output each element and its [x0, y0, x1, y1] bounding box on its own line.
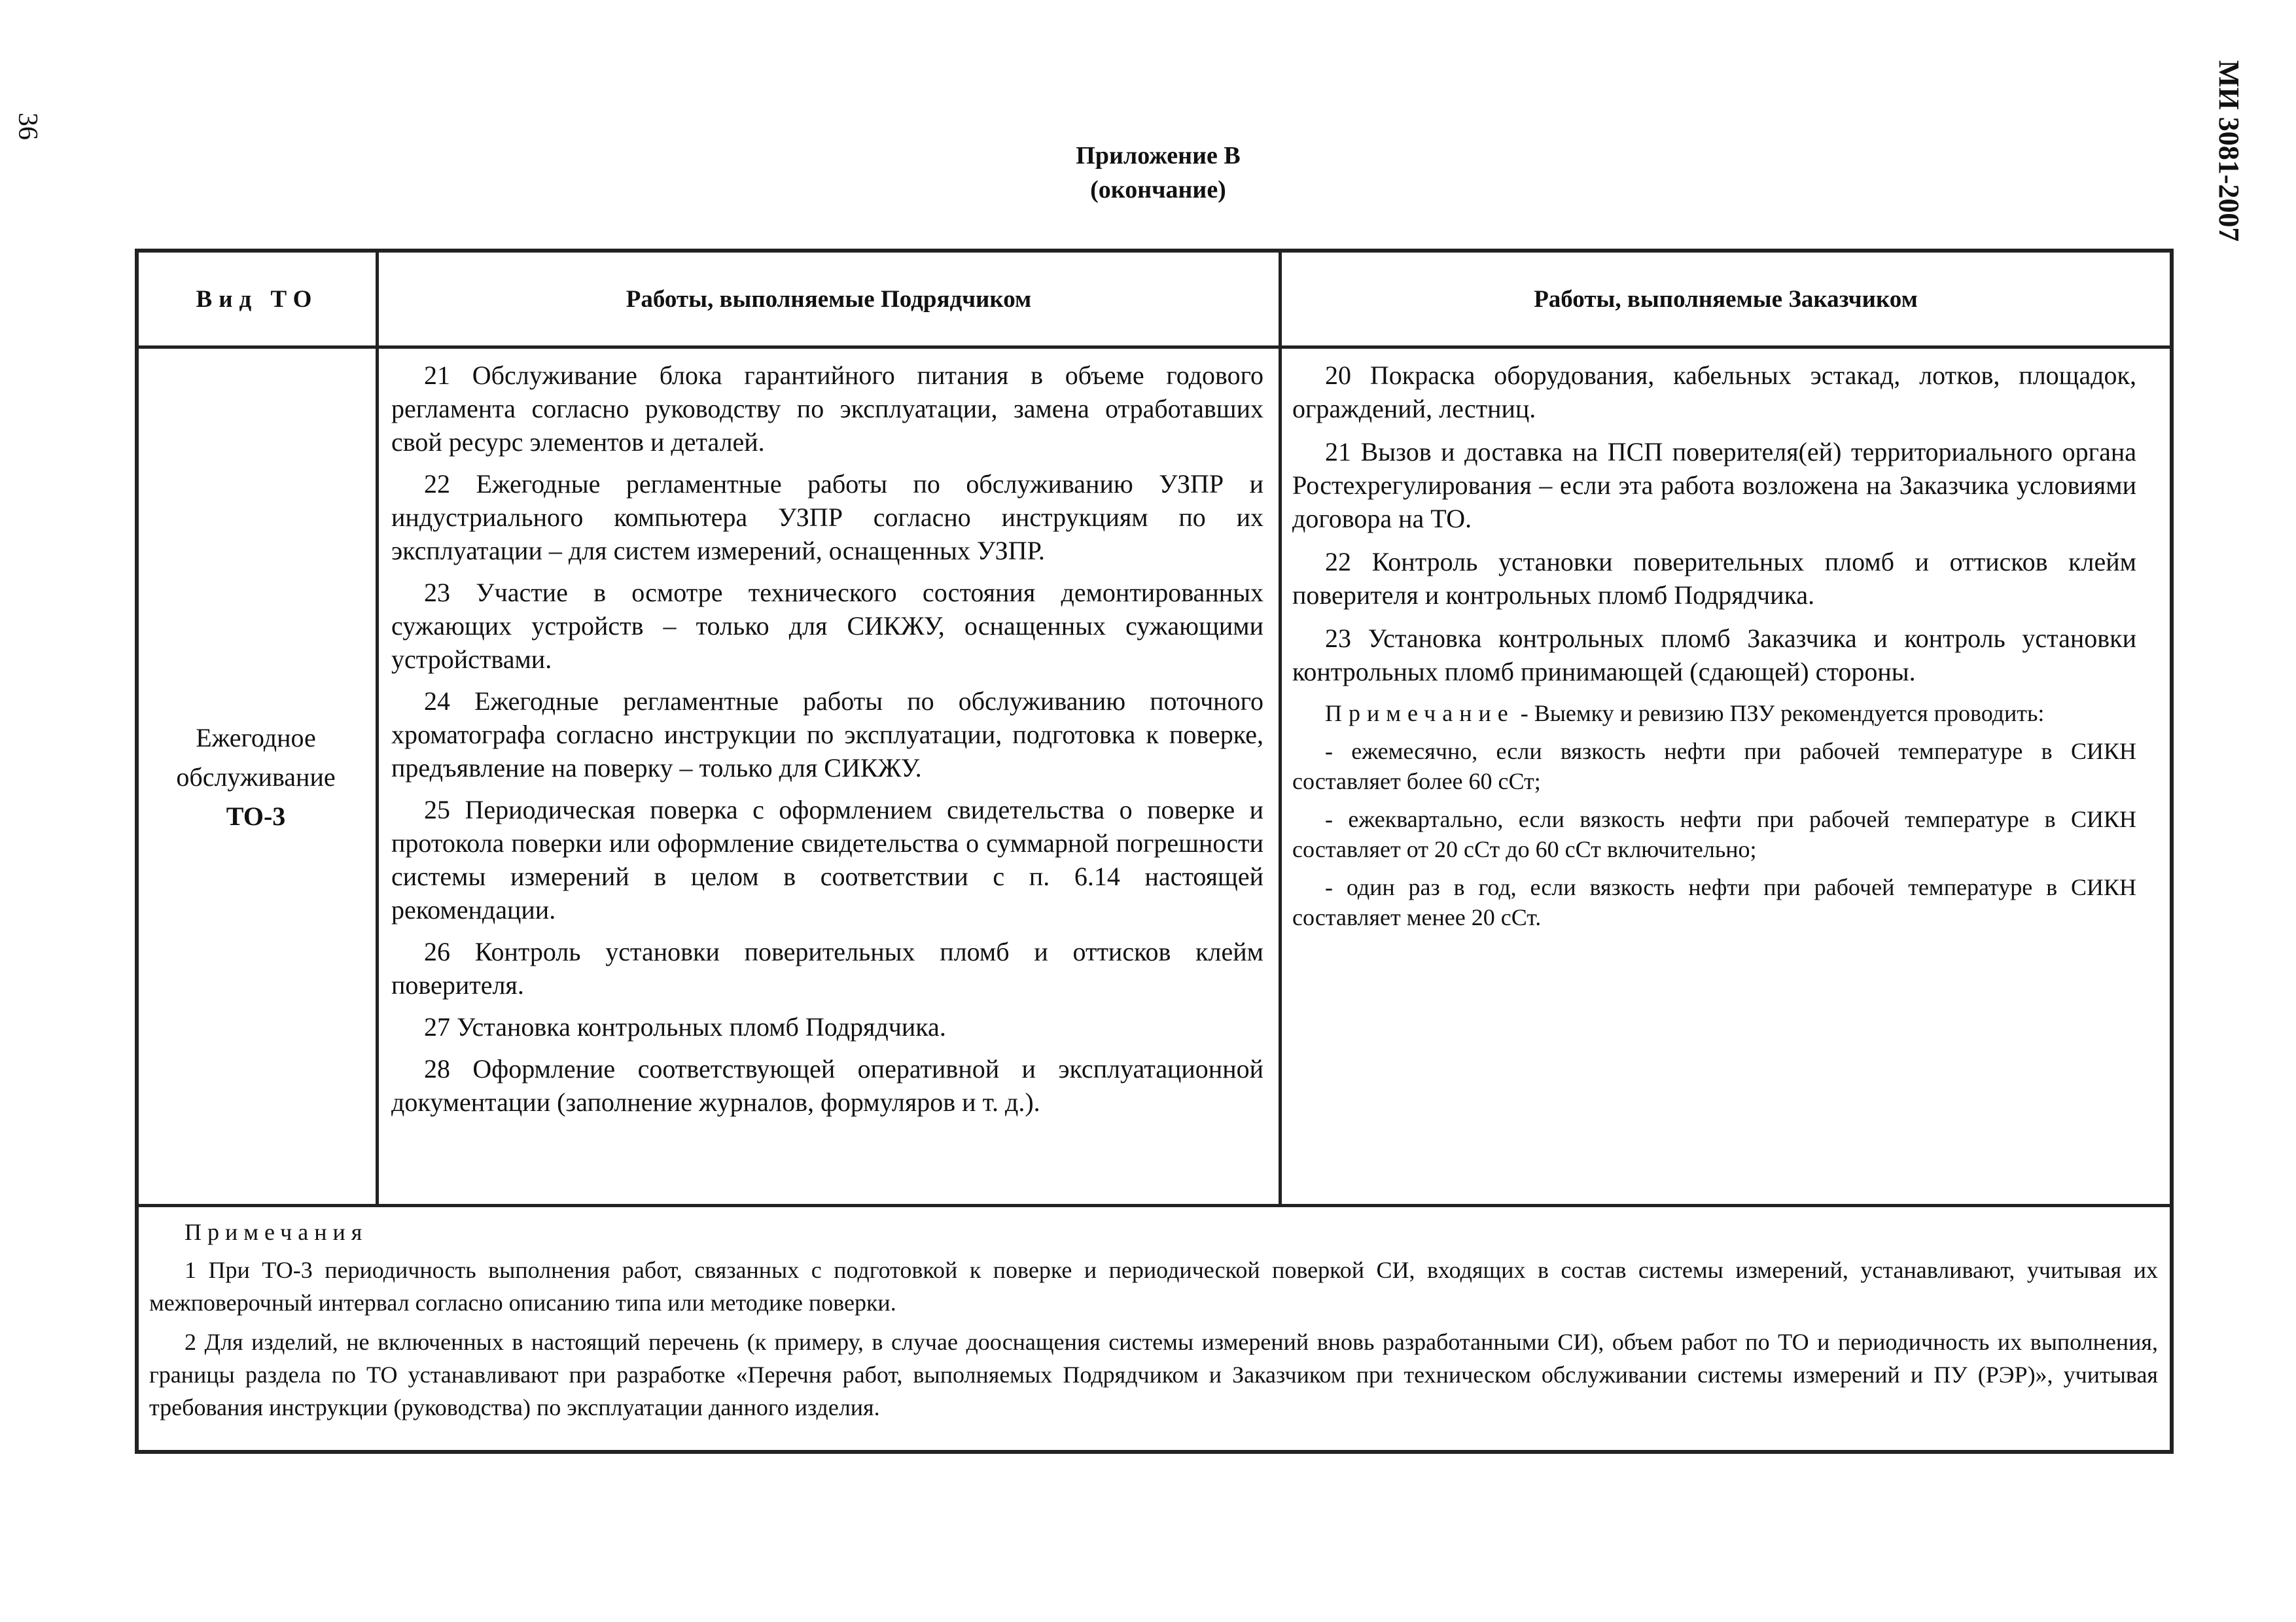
notes-title: Примечания: [185, 1219, 368, 1245]
contractor-item: 25 Периодическая поверка с оформлением свидетельства о поверке и протокола поверки или оформление свидетельства о суммарной погрешности системы измерений в целом в соответствии с п. 6.14 настоящей рекомендации.: [391, 795, 1263, 925]
customer-note-intro: [1292, 698, 2136, 728]
note-item: 2 Для изделий, не включенных в настоящий перечень (к примеру, в случае дооснащения системы измерений вновь разработанными СИ), объем работ по ТО и периодичность их выполнения, границы раздела по ТО устанавливают при разработке «Перечня работ, выполняемых Подрядчиком и Заказчиком при техническом обслуживании системы измерений и ПУ (РЭР)», учитывая требования инструкции (руководства) по эксплуатации данного изделия.: [149, 1329, 2158, 1420]
col-divider-1: [376, 249, 379, 1205]
header-customer: [1282, 253, 2170, 345]
maintenance-type-line1: Ежегодное: [196, 723, 316, 752]
contractor-works: [391, 359, 1263, 1127]
customer-item: 23 Установка контрольных пломб Заказчика и контроль установки контрольных пломб принимающей (сдающей) стороны.: [1292, 624, 2136, 686]
contractor-item: 28 Оформление соответствующей оперативной и эксплуатационной документации (заполнение журналов, формуляров и т. д.).: [391, 1054, 1263, 1117]
customer-note-intro-text: - Выемку и ревизию ПЗУ рекомендуется проводить:: [1514, 700, 2045, 726]
contractor-item: 23 Участие в осмотре технического состояния демонтированных сужающих устройств – только для СИКЖУ, оснащенных сужающими устройствами.: [391, 578, 1263, 674]
contractor-item: 21 Обслуживание блока гарантийного питания в объеме годового регламента согласно руководству по эксплуатации, замена отработавших свой ресурс элементов и деталей.: [391, 361, 1263, 457]
page-number: 36: [12, 113, 43, 140]
customer-item: 22 Контроль установки поверительных пломб и оттисков клейм поверителя и контрольных пломб Подрядчика.: [1292, 547, 2136, 610]
contractor-item: 27 Установка контрольных пломб Подрядчика.: [424, 1012, 946, 1042]
header-customer-text: Работы, выполняемые Заказчиком: [1534, 285, 1918, 313]
note-item: 1 При ТО-3 периодичность выполнения работ, связанных с подготовкой к поверке и периодической поверкой СИ, входящих в состав системы измерений, устанавливают, учитывая их межповерочный интервал согласно описанию типа или методике поверки.: [149, 1257, 2158, 1316]
header-contractor-text: Работы, выполняемые Подрядчиком: [626, 285, 1032, 313]
appendix-subtitle: (окончание): [1090, 176, 1226, 203]
appendix-title: Приложение В: [1076, 142, 1241, 169]
header-contractor: [379, 253, 1279, 345]
appendix-heading: [1001, 139, 1315, 211]
header-type: [139, 253, 376, 345]
customer-note: [1292, 698, 2136, 932]
contractor-item: 24 Ежегодные регламентные работы по обслуживанию поточного хроматографа согласно инструкции по эксплуатации, подготовка к поверке, предъявление на поверку – только для СИКЖУ.: [391, 686, 1263, 783]
header-type-text: Вид ТО: [196, 285, 319, 313]
customer-note-item: - один раз в год, если вязкость нефти при рабочей температуре в СИКН составляет менее 20 сСт.: [1292, 874, 2136, 930]
document-code: МИ 3081-2007: [2213, 60, 2245, 242]
header-divider: [135, 345, 2174, 349]
maintenance-type-code: ТО-3: [226, 802, 286, 831]
contractor-item: 22 Ежегодные регламентные работы по обслуживанию УЗПР и индустриального компьютера УЗПР согласно инструкциям по их эксплуатации – для систем измерений, оснащенных УЗПР.: [391, 469, 1263, 565]
customer-item: 20 Покраска оборудования, кабельных эстакад, лотков, площадок, ограждений, лестниц.: [1292, 361, 2136, 423]
notes-divider: [135, 1204, 2174, 1207]
customer-note-item: - ежеквартально, если вязкость нефти при рабочей температуре в СИКН составляет от 20 сСт до 60 сСт включительно;: [1292, 806, 2136, 862]
customer-note-label: Примечание: [1325, 700, 1515, 726]
contractor-item: 26 Контроль установки поверительных пломб и оттисков клейм поверителя.: [391, 937, 1263, 1000]
customer-item: 21 Вызов и доставка на ПСП поверителя(ей) территориального органа Ростехрегулирования – если эта работа возложена на Заказчика условиями договора на ТО.: [1292, 437, 2136, 533]
maintenance-type: [139, 718, 373, 836]
customer-note-item: - ежемесячно, если вязкость нефти при рабочей температуре в СИКН составляет более 60 сСт;: [1292, 738, 2136, 794]
col-divider-2: [1279, 249, 1282, 1205]
table-notes: [149, 1216, 2158, 1430]
maintenance-type-line2: обслуживание: [176, 762, 336, 792]
customer-works: [1292, 359, 2136, 940]
